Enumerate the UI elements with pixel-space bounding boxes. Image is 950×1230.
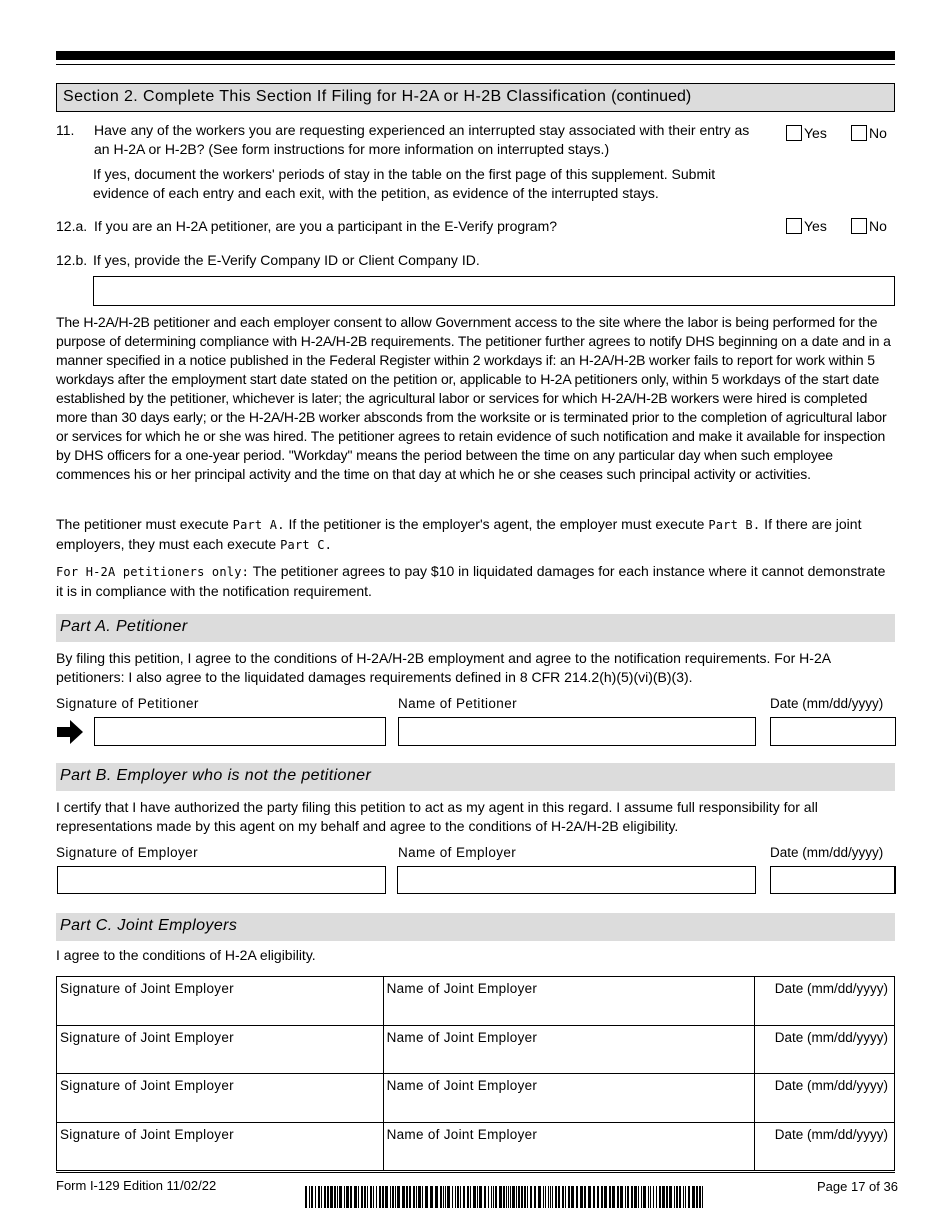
barcode-bar — [565, 1186, 566, 1208]
petitioner-name-label: Name of Petitioner — [398, 696, 518, 711]
part-a-text: By filing this petition, I agree to the conditions of H-2A/H-2B employment and agree to the notification requirements. For H-2A petitioners: I also agree to the liquidated damages requirements defined in 8 CFR 214.2(h)(5)(vi)(B)(3). — [56, 650, 831, 685]
barcode-bar — [473, 1186, 476, 1208]
barcode-bar — [324, 1186, 326, 1208]
barcode-bar — [435, 1186, 438, 1208]
barcode-bar — [460, 1186, 461, 1208]
barcode-bar — [379, 1186, 381, 1208]
q11-no-checkbox[interactable] — [851, 125, 867, 141]
barcode-bar — [350, 1186, 352, 1208]
execute-text-1: The petitioner must execute — [56, 516, 233, 532]
joint-name-cell[interactable]: Name of Joint Employer — [383, 1074, 755, 1123]
barcode-bar — [479, 1186, 482, 1208]
barcode-bar — [367, 1186, 368, 1208]
barcode-bar — [588, 1186, 591, 1208]
barcode-bar — [683, 1186, 684, 1208]
barcode-bar — [538, 1186, 541, 1208]
execute-part-c: Part C. — [280, 538, 333, 552]
barcode-bar — [576, 1186, 578, 1208]
barcode-bar — [562, 1186, 564, 1208]
barcode-bar — [445, 1186, 446, 1208]
joint-date-cell[interactable]: Date (mm/dd/yyyy) — [755, 977, 895, 1026]
q12a-no-label: No — [869, 218, 887, 234]
section-title: Section 2. Complete This Section If Filing for H-2A or H-2B Classification — [63, 88, 607, 105]
barcode-bar — [545, 1186, 546, 1208]
barcode-bar — [382, 1186, 384, 1208]
q12a-text: If you are an H-2A petitioner, are you a participant in the E-Verify program? — [94, 218, 558, 234]
barcode-bar — [392, 1186, 394, 1208]
section-continued: (continued) — [611, 88, 692, 105]
barcode-bar — [609, 1186, 611, 1208]
petitioner-name-field[interactable] — [398, 717, 756, 746]
barcode-bar — [418, 1186, 421, 1208]
barcode-bar — [617, 1186, 619, 1208]
barcode-bar — [339, 1186, 342, 1208]
barcode-bar — [477, 1186, 478, 1208]
barcode-bar — [688, 1186, 690, 1208]
q11-yes-option[interactable] — [786, 125, 827, 141]
barcode-bar — [512, 1186, 515, 1208]
barcode-bar — [491, 1186, 492, 1208]
q12b-text: If yes, provide the E-Verify Company ID or Client Company ID. — [93, 252, 480, 268]
employer-signature-field[interactable] — [57, 866, 386, 894]
barcode-bar — [457, 1186, 459, 1208]
barcode-bar — [692, 1186, 695, 1208]
joint-date-cell[interactable]: Date (mm/dd/yyyy) — [755, 1122, 895, 1171]
barcode-bar — [685, 1186, 686, 1208]
top-rule-thick — [56, 51, 895, 60]
part-c-header: Part C. Joint Employers — [56, 913, 895, 941]
execute-paragraph — [56, 515, 896, 555]
barcode-bar — [518, 1186, 520, 1208]
barcode-bar — [484, 1186, 486, 1208]
barcode-bar — [390, 1186, 391, 1208]
execute-part-a: Part A. — [232, 518, 285, 532]
joint-employer-row — [57, 977, 895, 1026]
barcode-bar — [373, 1186, 374, 1208]
barcode-bar — [364, 1186, 366, 1208]
barcode-bar — [503, 1186, 505, 1208]
barcode-bar — [620, 1186, 623, 1208]
q11-no-label: No — [869, 125, 887, 141]
barcode-bar — [416, 1186, 417, 1208]
joint-signature-cell[interactable]: Signature of Joint Employer — [57, 977, 384, 1026]
barcode-bar — [488, 1186, 489, 1208]
barcode-bar — [659, 1186, 661, 1208]
barcode-bar — [625, 1186, 626, 1208]
barcode-bar — [467, 1186, 469, 1208]
barcode-bar — [643, 1186, 646, 1208]
petitioner-date-field[interactable] — [770, 717, 896, 746]
barcode-bar — [311, 1186, 313, 1208]
barcode-bar — [337, 1186, 338, 1208]
barcode-bar — [580, 1186, 583, 1208]
barcode-bar — [361, 1186, 363, 1208]
barcode-bar — [346, 1186, 349, 1208]
employer-name-value — [398, 867, 755, 877]
barcode-bar — [679, 1186, 681, 1208]
joint-signature-cell[interactable]: Signature of Joint Employer — [57, 1025, 384, 1074]
barcode-bar — [358, 1186, 359, 1208]
page-number: Page 17 of 36 — [817, 1179, 898, 1194]
barcode-bar — [627, 1186, 629, 1208]
barcode-bar — [702, 1186, 703, 1208]
q12b-number: 12.b. — [56, 252, 88, 268]
joint-name-cell[interactable]: Name of Joint Employer — [383, 977, 755, 1026]
barcode-bar — [470, 1186, 471, 1208]
q12a-no-option[interactable] — [851, 218, 887, 234]
barcode-bar — [641, 1186, 642, 1208]
q12a-yes-option[interactable] — [786, 218, 827, 234]
barcode-bar — [530, 1186, 532, 1208]
barcode-bar — [653, 1186, 654, 1208]
barcode-bar — [409, 1186, 411, 1208]
barcode-bar — [612, 1186, 615, 1208]
employer-name-label: Name of Employer — [398, 845, 517, 860]
q11-text: Have any of the workers you are requesting experienced an interrupted stay associated with their entry as an H-2A or H-2B? (See form instructions for more information on interrupted stays.) — [94, 122, 750, 157]
petitioner-date-label: Date (mm/dd/yyyy) — [770, 696, 884, 711]
part-a-header: Part A. Petitioner — [56, 614, 895, 642]
barcode-bar — [447, 1186, 450, 1208]
barcode-bar — [406, 1186, 408, 1208]
barcode-bar — [370, 1186, 372, 1208]
barcode-bar — [315, 1186, 316, 1208]
barcode-bar — [413, 1186, 415, 1208]
barcode-bar — [666, 1186, 668, 1208]
barcode-bar — [334, 1186, 336, 1208]
execute-text-3: If there are joint employers, they must each execute — [56, 516, 862, 552]
employer-date-value — [771, 867, 894, 877]
barcode-bar — [309, 1186, 310, 1208]
barcode-bar — [402, 1186, 405, 1208]
barcode-bar — [395, 1186, 396, 1208]
barcode-bar — [662, 1186, 665, 1208]
petitioner-signature-label: Signature of Petitioner — [56, 696, 199, 711]
joint-employers-table — [56, 976, 895, 1171]
everify-company-id-value — [94, 277, 894, 287]
h2a-only-paragraph — [56, 562, 896, 601]
barcode-bar — [327, 1186, 329, 1208]
barcode-bar — [548, 1186, 549, 1208]
barcode-bar — [534, 1186, 536, 1208]
barcode-bar — [508, 1186, 509, 1208]
barcode-bar — [440, 1186, 442, 1208]
barcode-bar — [495, 1186, 497, 1208]
barcode-bar — [354, 1186, 357, 1208]
q12a-yes-checkbox[interactable] — [786, 218, 802, 234]
petitioner-name-value — [399, 718, 755, 728]
barcode-bar — [669, 1186, 672, 1208]
barcode-bar — [318, 1186, 320, 1208]
barcode-bar — [601, 1186, 603, 1208]
barcode-bar — [385, 1186, 388, 1208]
joint-signature-cell[interactable]: Signature of Joint Employer — [57, 1122, 384, 1171]
barcode-bar — [397, 1186, 400, 1208]
joint-signature-cell[interactable]: Signature of Joint Employer — [57, 1074, 384, 1123]
footer-rule — [56, 1172, 895, 1173]
q12a-yes-label: Yes — [804, 218, 827, 234]
joint-employer-row — [57, 1074, 895, 1123]
barcode-bar — [584, 1186, 586, 1208]
q11-yes-checkbox[interactable] — [786, 125, 802, 141]
barcode-bar — [527, 1186, 528, 1208]
barcode-bar — [425, 1186, 428, 1208]
barcode-bar — [631, 1186, 633, 1208]
q11-no-option[interactable] — [851, 125, 887, 141]
employer-signature-value — [58, 867, 385, 877]
joint-name-cell[interactable]: Name of Joint Employer — [383, 1025, 755, 1074]
h2a-only-lead: For H-2A petitioners only: — [56, 565, 250, 579]
barcode-bar — [674, 1186, 675, 1208]
barcode-bar — [524, 1186, 526, 1208]
barcode-bar — [696, 1186, 698, 1208]
barcode-bar — [593, 1186, 595, 1208]
barcode-bar — [422, 1186, 423, 1208]
top-rule-thin — [56, 64, 895, 65]
barcode-bar — [568, 1186, 570, 1208]
q11-note: If yes, document the workers' periods of stay in the table on the first page of this supplement. Submit evidence of each entry and each exit, with the petition, as evidence of the interrupted stays. — [93, 166, 716, 201]
barcode-bar — [552, 1186, 553, 1208]
barcode-bar — [656, 1186, 657, 1208]
q12a-no-checkbox[interactable] — [851, 218, 867, 234]
consent-paragraph: The H-2A/H-2B petitioner and each employer consent to allow Government access to the site where the labor is being performed for the purpose of determining compliance with H-2A/H-2B requirements. The petitioner further agrees to notify DHS beginning on a date and in a manner specified in a notice published in the Federal Register within 2 workdays if: an H-2A/H-2B worker fails to report for work within 5 workdays after the employment start date stated on the petition or, applicable to H-2A petitioners only, within 5 workdays of the start date established by the petitioner, whichever is later; the agricultural labor or services for which H-2A/H-2B workers were hired is completed more than 30 days early; or the H-2A/H-2B worker absconds from the worksite or is terminated prior to the completion of agricultural labor or services for which he or she was hired. The petitioner agrees to retain evidence of such notification and make it available for inspection by DHS officers for a one-year period. "Workday" means the period between the time on any particular day when such employee commences his or her principal activity and the time on that day at which he or she ceases such principal activity or activities. — [56, 314, 891, 482]
barcode-image — [305, 1186, 713, 1208]
barcode-bar — [516, 1186, 517, 1208]
joint-employer-row — [57, 1025, 895, 1074]
petitioner-date-value — [771, 718, 895, 728]
barcode-bar — [510, 1186, 511, 1208]
barcode-bar — [499, 1186, 502, 1208]
joint-date-cell[interactable]: Date (mm/dd/yyyy) — [755, 1025, 895, 1074]
barcode-bar — [650, 1186, 651, 1208]
barcode-bar — [555, 1186, 557, 1208]
barcode-bar — [455, 1186, 456, 1208]
form-edition: Form I-129 Edition 11/02/22 — [56, 1178, 217, 1193]
barcode-bar — [550, 1186, 551, 1208]
barcode-bar — [452, 1186, 453, 1208]
barcode-bar — [376, 1186, 377, 1208]
joint-date-cell[interactable]: Date (mm/dd/yyyy) — [755, 1074, 895, 1123]
petitioner-signature-value — [95, 718, 385, 728]
part-b-text: I certify that I have authorized the party filing this petition to act as my agent in this regard. I assume full responsibility for all representations made by this agent on my behalf and agree to the conditions of H-2A/H-2B eligibility. — [56, 799, 818, 834]
execute-text-2: If the petitioner is the employer's agent, the employer must execute — [284, 516, 709, 532]
barcode-bar — [330, 1186, 333, 1208]
part-c-text: I agree to the conditions of H-2A eligibility. — [56, 947, 316, 963]
barcode-bar — [463, 1186, 465, 1208]
barcode-bar — [597, 1186, 599, 1208]
barcode-bar — [321, 1186, 322, 1208]
petitioner-signature-field[interactable] — [94, 717, 386, 746]
barcode-bar — [604, 1186, 607, 1208]
employer-signature-label: Signature of Employer — [56, 845, 198, 860]
barcode-bar — [430, 1186, 433, 1208]
part-b-header: Part B. Employer who is not the petitioner — [56, 763, 895, 791]
barcode-bar — [638, 1186, 639, 1208]
q11-yes-label: Yes — [804, 125, 827, 141]
section-header — [56, 83, 895, 112]
employer-name-field[interactable] — [397, 866, 756, 894]
barcode-bar — [634, 1186, 637, 1208]
h2a-only-text: The petitioner agrees to pay $10 in liquidated damages for each instance where it cannot demonstrate it is in compliance with the notification requirement. — [56, 563, 886, 599]
employer-date-label: Date (mm/dd/yyyy) — [770, 845, 884, 860]
q12a-number: 12.a. — [56, 218, 88, 234]
barcode-bar — [506, 1186, 507, 1208]
joint-name-cell[interactable]: Name of Joint Employer — [383, 1122, 755, 1171]
employer-date-field[interactable] — [770, 866, 896, 894]
barcode-bar — [571, 1186, 574, 1208]
barcode-bar — [543, 1186, 544, 1208]
execute-part-b: Part B. — [708, 518, 761, 532]
barcode-bar — [521, 1186, 523, 1208]
barcode-bar — [648, 1186, 649, 1208]
barcode-bar — [699, 1186, 701, 1208]
barcode-bar — [493, 1186, 494, 1208]
barcode-bar — [558, 1186, 560, 1208]
barcode-bar — [676, 1186, 678, 1208]
barcode-bar — [344, 1186, 345, 1208]
arrow-right-icon — [57, 720, 83, 747]
barcode-bar — [443, 1186, 444, 1208]
joint-employer-row — [57, 1122, 895, 1171]
barcode-bar — [305, 1186, 307, 1208]
everify-company-id-field[interactable] — [93, 276, 895, 306]
q11-number: 11. — [56, 122, 75, 138]
